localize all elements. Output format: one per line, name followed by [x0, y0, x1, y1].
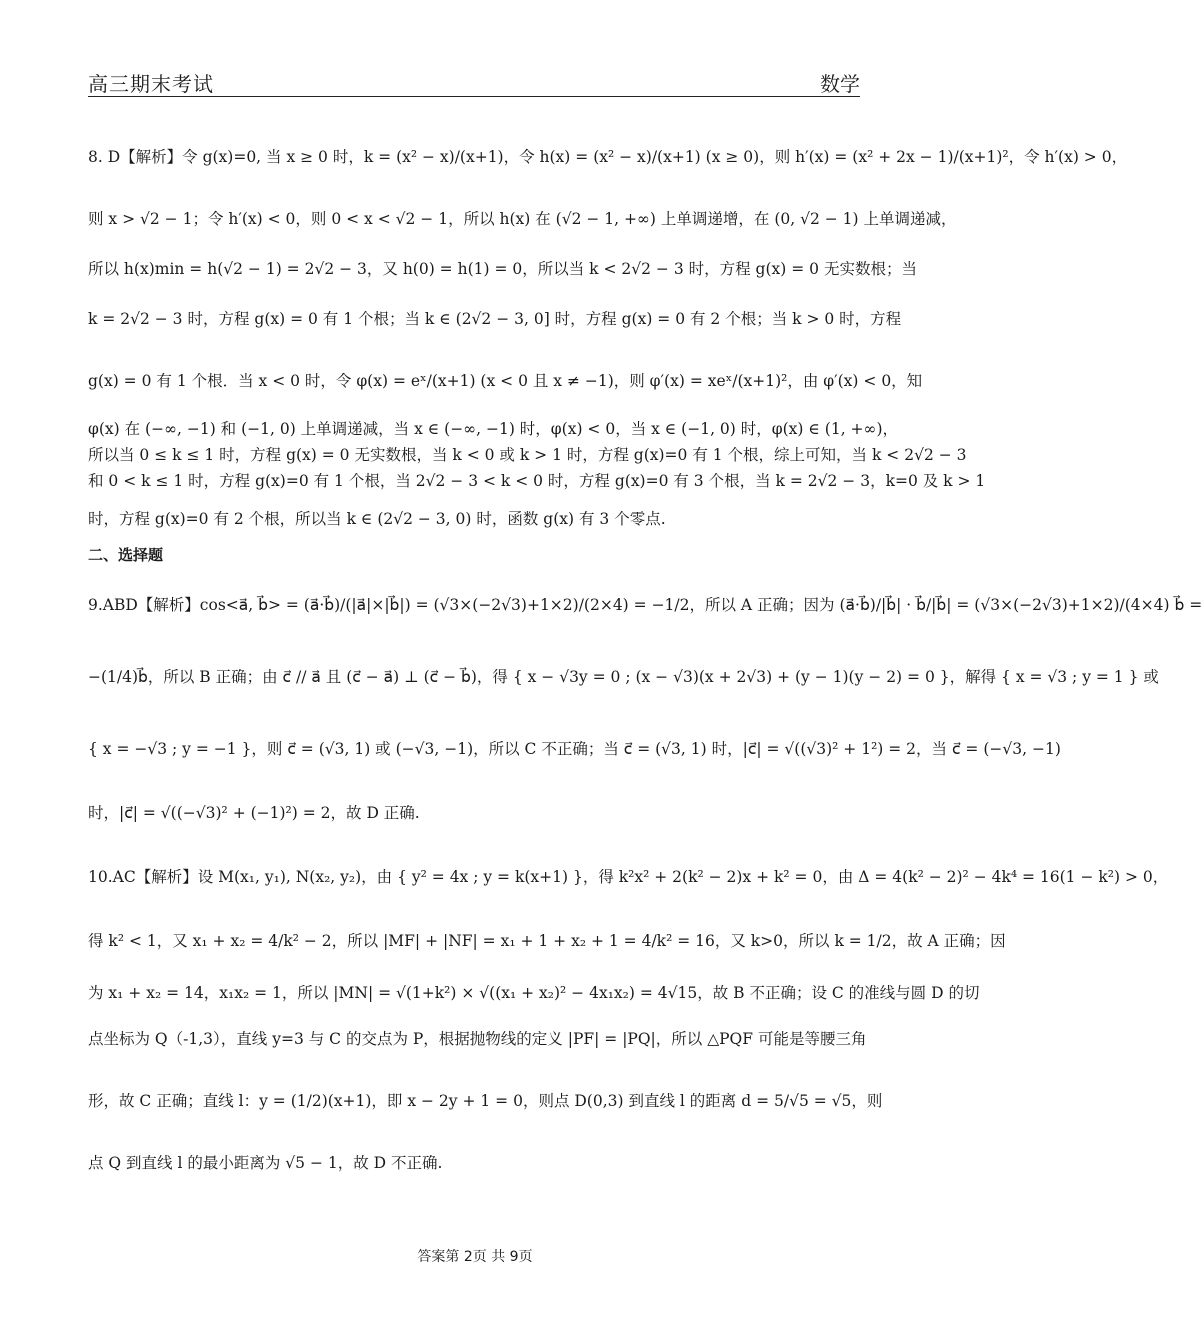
q9-line-1: 9.ABD【解析】cos<a⃗, b⃗> = (a⃗·b⃗)/(|a⃗|×|b⃗|) = (√3×(−2√3)+1×2)/(2×4) = −1/2，所以 A 正确；因为 (a⃗·b⃗)/|b⃗| · b⃗/|b⃗| = (√3×(−2√3)+1×2)/(4×4) b⃗ = — [88, 596, 1202, 614]
q10-line-2: 得 k² < 1，又 x₁ + x₂ = 4/k² − 2，所以 |MF| + |NF| = x₁ + 1 + x₂ + 1 = 4/k² = 16，又 k>0，所以 k = 1/2，故 A 正确；因 — [88, 932, 1006, 950]
q9-line-3: { x = −√3 ; y = −1 }，则 c⃗ = (√3, 1) 或 (−√3, −1)，所以 C 不正确；当 c⃗ = (√3, 1) 时，|c⃗| = √((√3)² + 1²) = 2，当 c⃗ = (−√3, −1) — [88, 740, 1061, 758]
section-heading: 二、选择题 — [88, 546, 164, 564]
page-footer: 答案第 2页 共 9页 — [417, 1249, 533, 1265]
q8-line-8: 和 0 < k ≤ 1 时，方程 g(x)=0 有 1 个根，当 2√2 − 3 < k < 0 时，方程 g(x)=0 有 3 个根，当 k = 2√2 − 3，k=0 及 k > 1 — [88, 472, 986, 490]
q8-line-4: k = 2√2 − 3 时，方程 g(x) = 0 有 1 个根；当 k ∈ (2√2 − 3, 0] 时，方程 g(x) = 0 有 2 个根；当 k > 0 时，方程 — [88, 310, 902, 328]
q9-line-2: −(1/4)b⃗，所以 B 正确；由 c⃗ // a⃗ 且 (c⃗ − a⃗) ⊥ (c⃗ − b⃗)，得 { x − √3y = 0 ; (x − √3)(x + 2√3) + (y − 1)(y − 2) = 0 }，解得 { x = √3 ; y = 1 } 或 — [88, 668, 1159, 686]
q10-line-6: 点 Q 到直线 l 的最小距离为 √5 − 1，故 D 不正确. — [88, 1154, 443, 1172]
q8-line-1: 8. D【解析】令 g(x)=0, 当 x ≥ 0 时，k = (x² − x)/(x+1)，令 h(x) = (x² − x)/(x+1) (x ≥ 0)，则 h′(x) = (x² + 2x − 1)/(x+1)²，令 h′(x) > 0， — [88, 148, 1128, 166]
q10-line-1: 10.AC【解析】设 M(x₁, y₁), N(x₂, y₂)，由 { y² = 4x ; y = k(x+1) }，得 k²x² + 2(k² − 2)x + k² = 0，由 Δ = 4(k² − 2)² − 4k⁴ = 16(1 − k²) > 0， — [88, 868, 1169, 886]
q8-line-5: g(x) = 0 有 1 个根．当 x < 0 时，令 φ(x) = eˣ/(x+1) (x < 0 且 x ≠ −1)，则 φ′(x) = xeˣ/(x+1)²，由 φ′(x) < 0，知 — [88, 372, 923, 390]
q10-line-5: 形，故 C 正确；直线 l：y = (1/2)(x+1)，即 x − 2y + 1 = 0，则点 D(0,3) 到直线 l 的距离 d = 5/√5 = √5，则 — [88, 1092, 883, 1110]
subject-label: 数学 — [820, 72, 860, 96]
q8-line-3: 所以 h(x)min = h(√2 − 1) = 2√2 − 3，又 h(0) = h(1) = 0，所以当 k < 2√2 − 3 时，方程 g(x) = 0 无实数根；当 — [88, 260, 917, 278]
q8-line-9: 时，方程 g(x)=0 有 2 个根，所以当 k ∈ (2√2 − 3, 0) 时，函数 g(x) 有 3 个零点. — [88, 510, 666, 528]
q8-line-7: 所以当 0 ≤ k ≤ 1 时，方程 g(x) = 0 无实数根，当 k < 0 或 k > 1 时，方程 g(x)=0 有 1 个根，综上可知，当 k < 2√2 − 3 — [88, 446, 967, 464]
q10-line-4: 点坐标为 Q（-1,3），直线 y=3 与 C 的交点为 P，根据抛物线的定义 |PF| = |PQ|，所以 △PQF 可能是等腰三角 — [88, 1030, 867, 1048]
q9-line-4: 时，|c⃗| = √((−√3)² + (−1)²) = 2，故 D 正确. — [88, 804, 420, 822]
q10-line-3: 为 x₁ + x₂ = 14，x₁x₂ = 1，所以 |MN| = √(1+k²) × √((x₁ + x₂)² − 4x₁x₂) = 4√15，故 B 不正确；设 C 的准线与圆 D 的切 — [88, 984, 980, 1002]
exam-title: 高三期末考试 — [88, 72, 214, 96]
q8-line-2: 则 x > √2 − 1；令 h′(x) < 0，则 0 < x < √2 − 1，所以 h(x) 在 (√2 − 1, +∞) 上单调递增，在 (0, √2 − 1) 上单调递减， — [88, 210, 957, 228]
q8-line-6: φ(x) 在 (−∞, −1) 和 (−1, 0) 上单调递减，当 x ∈ (−∞, −1) 时，φ(x) < 0，当 x ∈ (−1, 0) 时，φ(x) ∈ (1, +∞)， — [88, 420, 898, 438]
page-header — [88, 66, 860, 97]
